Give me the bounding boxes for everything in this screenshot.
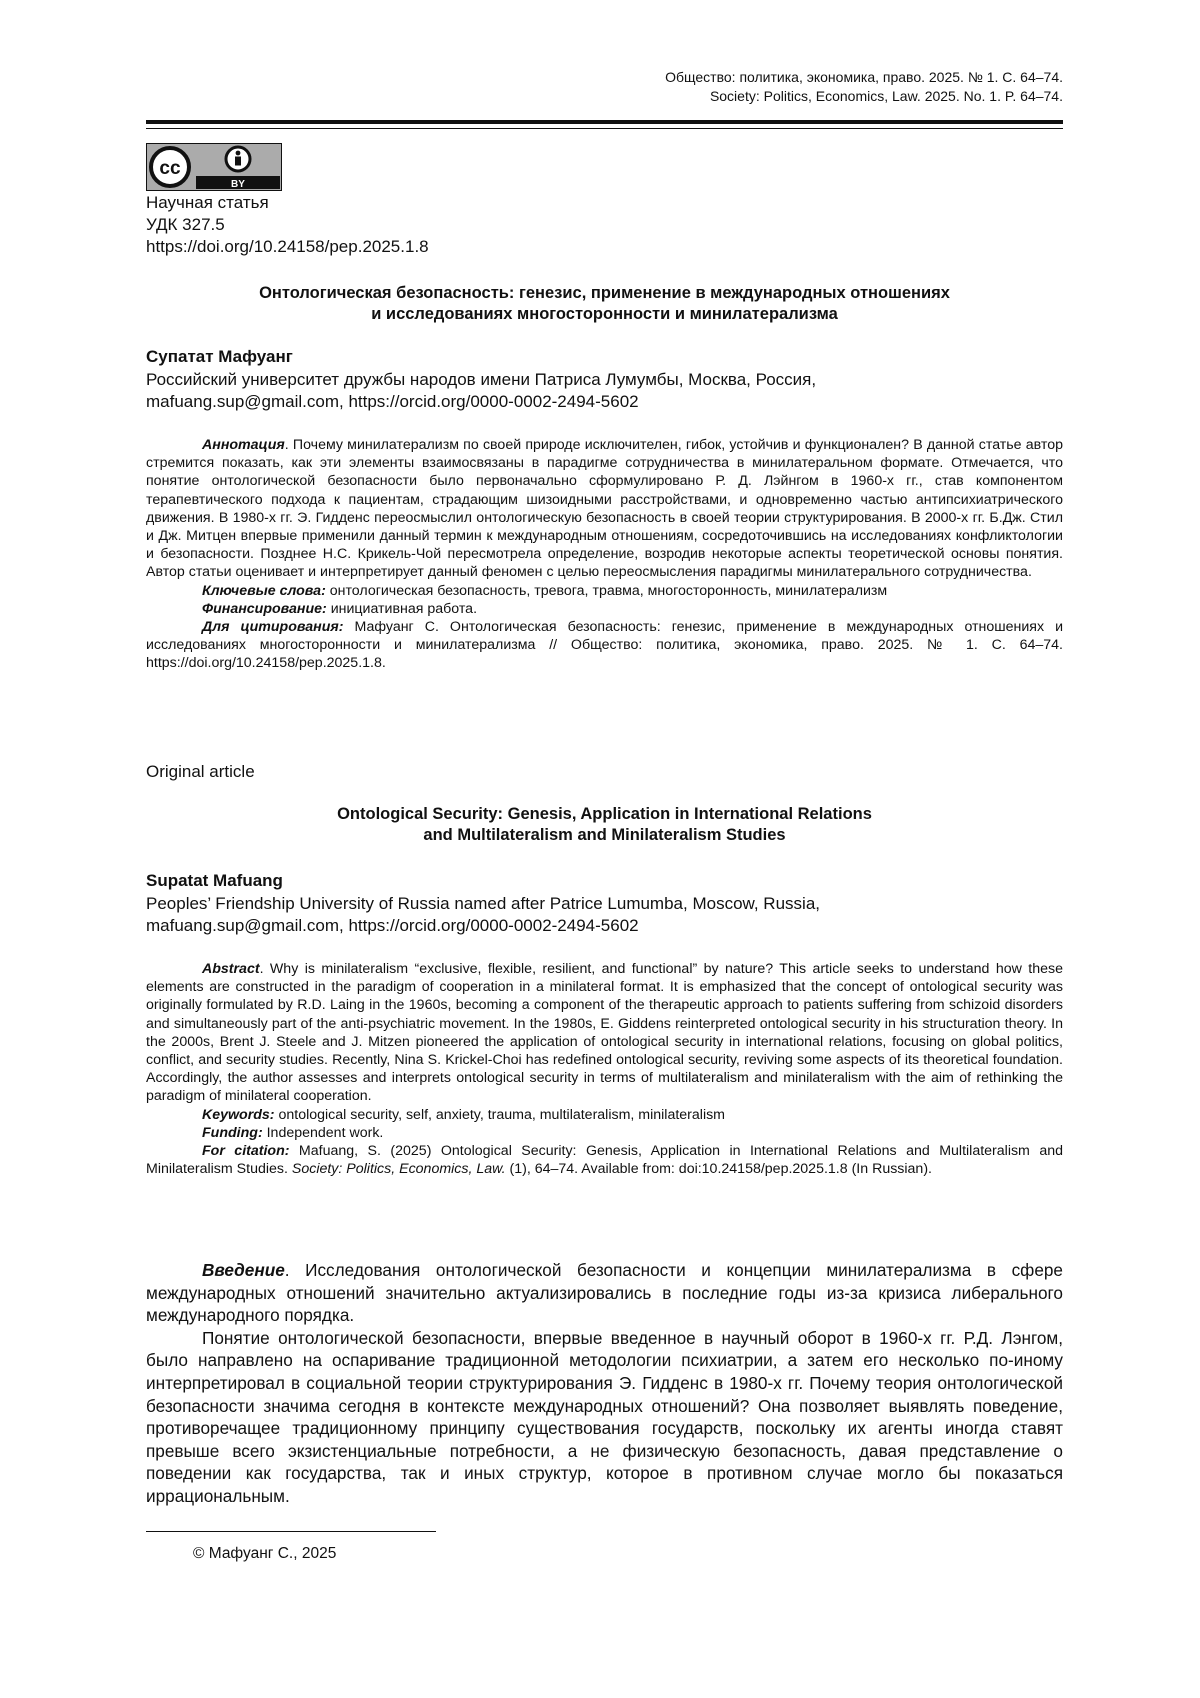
body-text <box>146 1259 1063 1508</box>
affiliation-ru <box>146 369 1063 413</box>
keywords-ru: онтологическая безопасность, тревога, травма, многосторонность, минилатерализм <box>325 582 888 599</box>
journal-ref-ru: Общество: политика, экономика, право. 2025. № 1. С. 64–74. <box>665 69 1063 85</box>
title-en-line2: and Multilateralism and Minilateralism Studies <box>423 826 786 844</box>
abstract-en-text: . Why is minilateralism “exclusive, flexible, resilient, and functional” by nature? This article seeks to understand how these elements are constructed in the paradigm of cooperation in a minilateral format. It is emphasized that the concept of ontological security was originally formulated by R.D. Laing in the 1960s, becoming a component of the therapeutic approach to patients suffering from schizoid disorders and simultaneously part of the anti-psychiatric movement. In the 1980s, E. Giddens reinterpreted ontological security in his structuration theory. In the 2000s, Brent J. Steele and J. Mitzen pioneered the application of ontological security in international relations, focusing on global politics, conflict, and security studies. Recently, Nina S. Krickel-Choi has redefined ontological security, reviving some aspects of its theoretical foundation. Accordingly, the author assesses and interprets ontological security in terms of multilateralism and minilateralism with the aim of rethinking the paradigm of minilateral cooperation. <box>146 961 1063 1105</box>
title-ru-line2: и исследованиях многосторонности и минилатерализма <box>371 305 838 323</box>
citation-en-label: For citation: <box>202 1143 290 1160</box>
title-en-line1: Ontological Security: Genesis, Application in International Relations <box>337 805 872 823</box>
citation-en-journal: Society: Politics, Economics, Law. <box>291 1161 506 1178</box>
citation-ru-label: Для цитирования: <box>202 619 344 636</box>
funding-en: Independent work. <box>262 1124 384 1141</box>
abstract-en-label: Abstract <box>202 961 260 977</box>
title-en <box>146 804 1063 846</box>
article-meta <box>146 192 429 258</box>
keywords-ru-label: Ключевые слова: <box>202 582 326 599</box>
abstract-ru-label: Аннотация <box>202 437 285 453</box>
citation-en-b: (1), 64–74. Available from: doi:10.24158/pep.2025.1.8 (In Russian). <box>505 1161 932 1178</box>
article-type-en: Original article <box>146 762 255 781</box>
header-rule-thick <box>146 120 1063 124</box>
body-paragraph-1: . Исследования онтологической безопасности и концепции минилатерализма в сфере международных отношений значительно актуализировались в последние годы из-за кризиса либерального международного порядка. <box>146 1260 1063 1326</box>
funding-ru: инициативная работа. <box>326 600 478 617</box>
author-ru: Супатат Мафуанг <box>146 347 293 366</box>
title-ru-line1: Онтологическая безопасность: генезис, применение в международных отношениях <box>259 284 950 302</box>
title-ru <box>146 283 1063 325</box>
citation-en-a: Mafuang, S. (2025) Ontological Security: Genesis, Application in International Relations and Multilateralism and Minilateralism Studies. <box>146 1143 1064 1178</box>
cc-by-icon <box>146 143 282 191</box>
udk: УДК 327.5 <box>146 215 225 234</box>
copyright-footnote: © Мафуанг С., 2025 <box>193 1545 337 1562</box>
footnote-rule <box>146 1531 436 1532</box>
cc-text: cc <box>159 158 181 179</box>
affiliation-en <box>146 893 1063 937</box>
author-en: Supatat Mafuang <box>146 871 283 890</box>
funding-ru-label: Финансирование: <box>202 600 327 617</box>
affiliation-en-text: Peoples’ Friendship University of Russia named after Patrice Lumumba, Moscow, Russia, <box>146 894 820 913</box>
abstract-ru-text: . Почему минилатерализм по своей природе исключителен, гибок, устойчив и функционален? В данной статье автор стремится показать, как эти элементы взаимосвязаны в парадигме сотрудничества в минилатеральном формате. Отмечается, что понятие онтологической безопасности было первоначально сформулировано Р. Д. Лэйнгом в 1960-х гг., став компонентом терапевтического подхода к пациентам, страдающим шизоидными расстройствами, и одновременно частью антипсихиатрического движения. В 1980-х гг. Э. Гидденс переосмыслил онтологическую безопасность в своей теории структурирования. В 2000-х гг. Б.Дж. Стил и Дж. Митцен впервые применили данный термин к международным отношениям, сосредоточившись на исследованиях конфликтологии и безопасности. Позднее Н.С. Крикель-Чой пересмотрела определение, возродив некоторые аспекты теоретической основы понятия. Автор статьи оценивает и интерпретирует данный феномен с целью переосмысления парадигмы минилатерального сотрудничества. <box>146 437 1063 581</box>
affiliation-ru-text: Российский университет дружбы народов имени Патриса Лумумбы, Москва, Россия, <box>146 370 817 389</box>
body-paragraph-2: Понятие онтологической безопасности, впервые введенное в научный оборот в 1960-х гг. Р.Д. Лэнгом, было направлено на оспаривание традиционной методологии психиатрии, а затем его несколько по-иному интерпретировал в социальной теории структурирования Э. Гидденс в 1980-х гг. Почему теория онтологической безопасности значима сегодня в контексте международных отношений? Она позволяет выявлять поведение, противоречащее традиционному принципу существования государств, поскольку их агенты иногда ставят превыше всего экзистенциальные потребности, а не физическую безопасность, давая представление о поведении как государства, так и иных структур, которое в противном случае могло бы показаться иррациональным. <box>146 1327 1063 1506</box>
intro-label: Введение <box>202 1260 285 1280</box>
by-text: BY <box>231 179 245 190</box>
abstract-en <box>146 960 1063 1178</box>
contacts-en[interactable]: mafuang.sup@gmail.com, https://orcid.org/0000-0002-2494-5602 <box>146 916 639 935</box>
keywords-en-label: Keywords: <box>202 1106 275 1123</box>
journal-header <box>665 68 1063 106</box>
article-type-ru: Научная статья <box>146 193 269 212</box>
doi-link[interactable]: https://doi.org/10.24158/pep.2025.1.8 <box>146 237 429 256</box>
abstract-ru <box>146 436 1063 673</box>
citation-ru: Мафуанг С. Онтологическая безопасность: генезис, применение в международных отношениях и исследованиях многосторонности и минилатерализма // Общество: политика, экономика, право. 2025. № 1. С. 64–74. https://doi.org/10.24158/pep.2025.1.8. <box>146 619 1063 672</box>
journal-ref-en: Society: Politics, Economics, Law. 2025. No. 1. P. 64–74. <box>709 88 1063 104</box>
contacts-ru[interactable]: mafuang.sup@gmail.com, https://orcid.org/0000-0002-2494-5602 <box>146 392 639 411</box>
funding-en-label: Funding: <box>202 1124 263 1141</box>
keywords-en: ontological security, self, anxiety, trauma, multilateralism, minilateralism <box>274 1106 726 1123</box>
header-rule-thin <box>146 128 1063 129</box>
